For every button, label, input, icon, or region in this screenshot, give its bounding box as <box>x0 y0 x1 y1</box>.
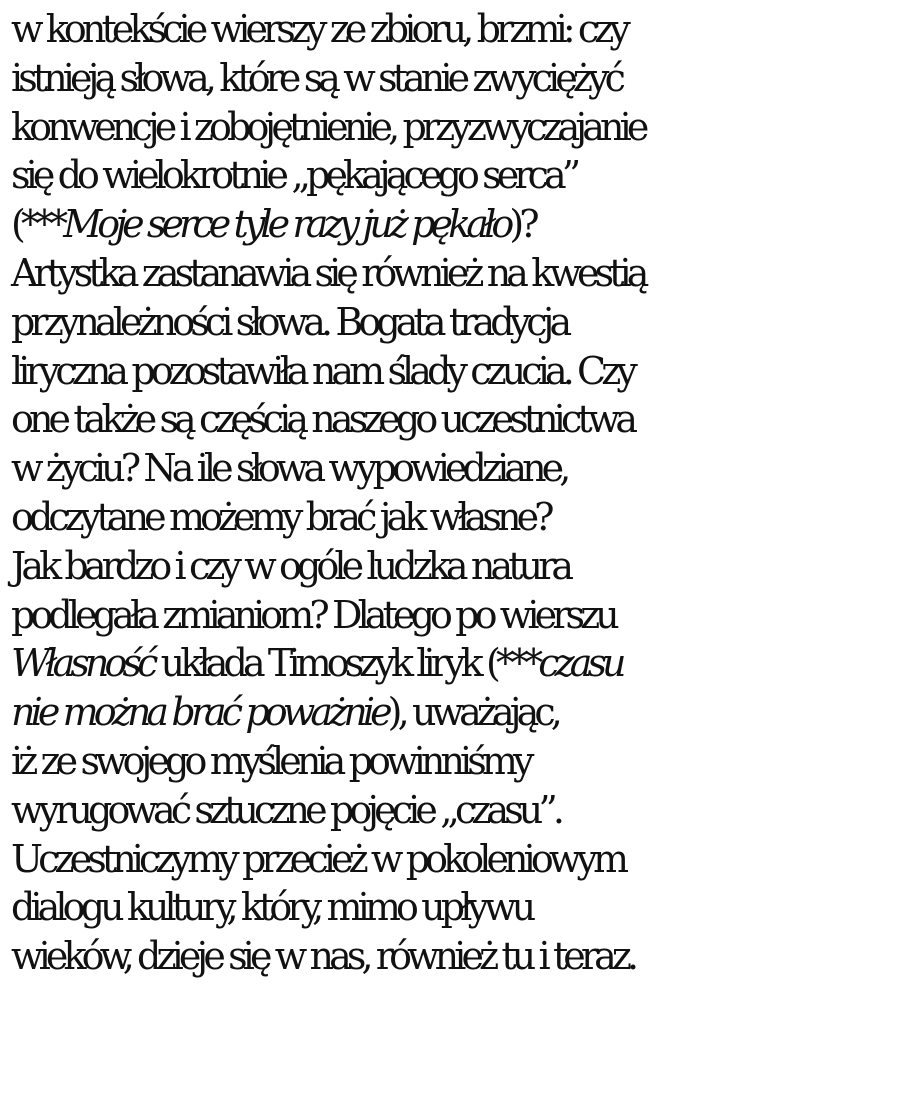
text-segment: odczytane możemy brać jak własne? <box>11 494 550 539</box>
text-line <box>11 591 900 640</box>
text-line <box>11 688 900 737</box>
text-line <box>11 493 900 542</box>
text-line <box>11 298 900 347</box>
text-segment: wyrugować sztuczne pojęcie „czasu”. <box>11 787 561 832</box>
text-segment: w życiu? Na ile słowa wypowiedziane, <box>11 446 567 491</box>
text-segment: Uczestniczymy przecież w pokoleniowym <box>11 836 625 881</box>
text-line <box>11 249 900 298</box>
text-line <box>11 54 900 103</box>
text-line <box>11 395 900 444</box>
text-segment: w kontekście wierszy ze zbioru, brzmi: czy <box>11 7 626 51</box>
text-line <box>11 151 900 200</box>
text-line <box>11 5 900 54</box>
text-segment: istnieją słowa, które są w stanie zwyciężyć <box>11 55 621 100</box>
text-line <box>11 103 900 152</box>
text-line <box>11 737 900 786</box>
text-segment: układa Timoszyk liryk (*** <box>153 641 539 686</box>
text-segment: dialogu kultury, który, mimo upływu <box>11 885 532 930</box>
text-line <box>11 639 900 688</box>
text-line <box>11 542 900 591</box>
text-line <box>11 786 900 835</box>
text-segment: one także są częścią naszego uczestnictwa <box>11 397 634 442</box>
text-segment: Jak bardzo i czy w ogóle ludzka natura <box>11 543 570 588</box>
text-segment: podlegała zmianiom? Dlatego po wierszu <box>11 592 615 637</box>
text-line <box>11 444 900 493</box>
italic-title-text: Moje serce tyle razy już pękało <box>63 202 510 247</box>
body-paragraph <box>11 0 900 981</box>
text-line <box>11 200 900 249</box>
text-segment: liryczna pozostawiła nam ślady czucia. Czy <box>11 348 633 393</box>
text-segment: Artystka zastanawia się również na kwestią <box>11 250 645 295</box>
text-line <box>11 932 900 981</box>
text-segment: (*** <box>11 202 64 247</box>
text-segment: iż ze swojego myślenia powinniśmy <box>11 738 530 783</box>
text-segment: )? <box>509 202 535 247</box>
text-line <box>11 835 900 884</box>
text-segment: wieków, dzieje się w nas, również tu i teraz. <box>11 934 635 979</box>
text-segment: przynależności słowa. Bogata tradycja <box>11 299 568 344</box>
text-segment: ), uważając, <box>387 690 558 735</box>
text-segment: konwencje i zobojętnienie, przyzwyczajanie <box>11 104 645 149</box>
text-line <box>11 347 900 396</box>
text-segment: się do wielokrotnie „pękającego serca” <box>11 153 577 198</box>
text-line <box>11 883 900 932</box>
italic-title-text: czasu <box>538 641 622 686</box>
italic-title-text: Własność <box>11 641 154 686</box>
italic-title-text: nie można brać poważnie <box>11 690 388 735</box>
